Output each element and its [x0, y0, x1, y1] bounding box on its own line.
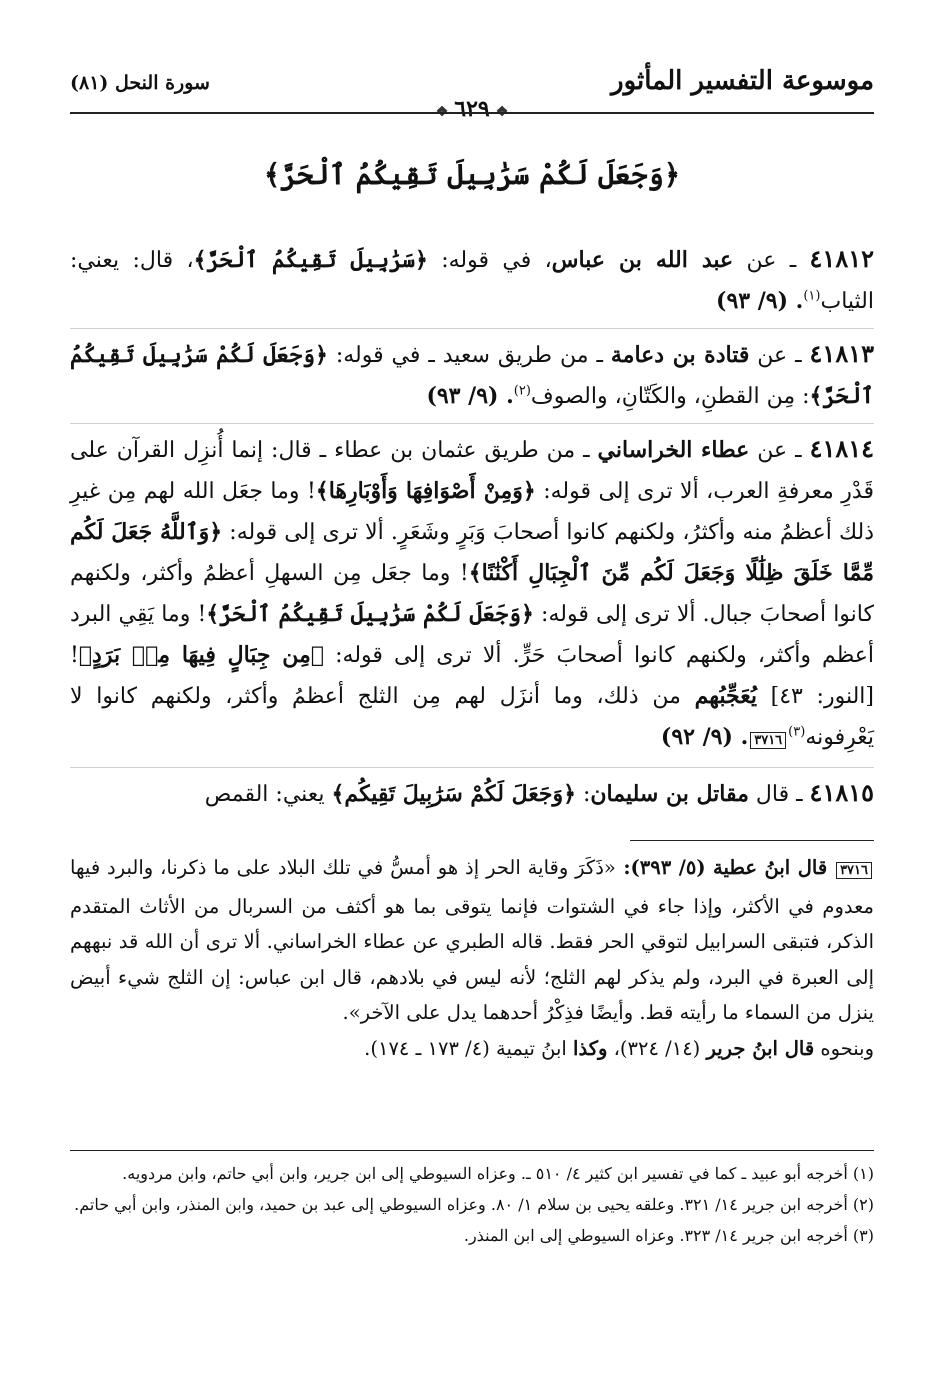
footnote-marker: (٣) [788, 724, 806, 740]
narration-number: ٤١٨١٤ [809, 434, 875, 463]
commentary-lead: قال ابنُ عطية [713, 856, 828, 879]
book-title: موسوعة التفسير المأثور [611, 66, 874, 96]
ornament-icon: ❖ [435, 104, 449, 120]
quran-quote: ﴿وَمِنْ أَصْوَافِهَا وَأَوْبَارِهَا﴾ [315, 478, 536, 504]
footnote-1: (١) أخرجه أبو عبيد ـ كما في تفسير ابن كثير ٤/ ٥١٠ ـ. وعزاه السيوطي إلى ابن جرير، وابن أبي حاتم، وابن مردويه. [122, 1164, 874, 1183]
narration-41813: ٤١٨١٣ ـ عن قتادة بن دعامة ـ من طريق سعيد ـ في قوله: ﴿وَجَعَلَ لَكُمْ سَرَٰبِيلَ تَقِيكُمُ ٱلْحَرَّ﴾: مِن القطنِ، والكَتّانِ، والصوف$^{(٢)}$. (٩/ ٩٣) [70, 328, 874, 417]
commentary-block [70, 850, 874, 1066]
quran-quote: ﴿وَٱللَّهُ جَعَلَ لَكُم مِّمَّا خَلَقَ ظِلَٰلًا وَجَعَلَ لَكُم مِّنَ ٱلْجِبَالِ أَكْنَٰنًا﴾ [70, 519, 875, 586]
volume-reference: . (٩/ ٩٢) [660, 724, 749, 750]
page-number-block [70, 96, 874, 122]
footnote-2: (٢) أخرجه ابن جرير ١٤/ ٣٢١. وعلقه يحيى بن سلام ١/ ٨٠. وعزاه السيوطي إلى عبد بن حميد، وابن المنذر، وابن أبي حاتم. [74, 1195, 874, 1214]
narration-41815: ٤١٨١٥ ـ قال مقاتل بن سليمان: ﴿وَجَعَلَ لَكُمْ سَرَٰبِيلَ تَقِيكُم﴾ يعني: القمص [70, 767, 874, 815]
commentary-box-number: ٣٧١٦ [750, 732, 786, 749]
header-divider [70, 112, 874, 114]
narrator-name: عطاء الخراساني [597, 437, 750, 463]
footnote-3: (٣) أخرجه ابن جرير ١٤/ ٣٢٣. وعزاه السيوطي إلى ابن المنذر. [463, 1226, 874, 1245]
commentary-divider [630, 840, 874, 841]
narration-41812: ٤١٨١٢ ـ عن عبد الله بن عباس، في قوله: ﴿سَرَٰبِيلَ تَقِيكُمُ ٱلْحَرَّ﴾، قال: يعني: الثياب$^{(١)}$. (٩/ ٩٣) [70, 244, 874, 314]
verse-heading: ﴿وَجَعَلَ لَكُمْ سَرَٰبِيلَ تَقِيكُمُ ٱلْحَرَّ﴾ [263, 158, 681, 191]
footnotes [70, 1158, 874, 1251]
running-header [70, 66, 874, 122]
footnote-marker: (٢) [513, 383, 531, 399]
narrator-name: عبد الله بن عباس [551, 247, 734, 273]
volume-reference: . (٩/ ٩٣) [426, 383, 514, 409]
narration-41814: ٤١٨١٤ ـ عن عطاء الخراساني ـ من طريق عثمان بن عطاء ـ قال: إنما أُنزِل القرآن على قَدْرِ معرفةِ العرب، ألا ترى إلى قوله: ﴿وَمِنْ أَصْوَافِهَا وَأَوْبَارِهَا﴾! وما جعَل الله لهم مِن غيرِ ذلك أعظمُ منه وأكثرُ، ولكنهم كانوا أصحابَ وَبَرٍ وشَعَرٍ. ألا ترى إلى قوله: ﴿وَٱللَّهُ جَعَلَ لَكُم مِّمَّا خَلَقَ ظِلَٰلًا وَجَعَلَ لَكُم مِّنَ ٱلْجِبَالِ أَكْنَٰنًا﴾! وما جعَل مِن السهلِ أعظمُ وأكثر، ولكنهم كانوا أصحابَ جبال. ألا ترى إلى قوله: ﴿وَجَعَلَ لَكُمْ سَرَٰبِيلَ تَقِيكُمُ ٱلْحَرَّ﴾! وما يَقِي البرد أعظم وأكثر، ولكنهم كانوا أصحابَ حَرٍّ. ألا ترى إلى قوله: ﴿مِن جِبَالٍ فِيهَا مِنۢ بَرَدٍ﴾! [النور: ٤٣] يُعَجِّبُهم من ذلك، وما أنزَل لهم مِن الثلج أعظمُ وأكثر، ولكنهم كانوا لا يَعْرِفونه$^{(٣)}$٣٧١٦. (٩/ ٩٢) [70, 423, 874, 761]
narrator-name: مقاتل بن سليمان [590, 781, 749, 807]
page-number: ٦٢٩ [454, 96, 490, 122]
commentary-paragraph: ٣٧١٦ قال ابنُ عطية (٥/ ٣٩٣): «ذَكَرَ وقاية الحر إذ هو أمسُّ في تلك البلاد على ما ذكرنا، والبرد فيها معدوم في الأكثر، وإذا جاء في الشتوات فإنما يتوقى بما هو أكثف من السربال من الأثاث المتقدم الذكر، فتبقى السرابيل لتوقي الحر فقط. قاله الطبري عن عطاء الخراساني. ألا ترى أن الله قد نبههم إلى العبرة في البرد، ولم يذكر لهم الثلج؛ لأنه ليس في بلادهم، قال ابن عباس: إن الثلج شيء أبيض ينزل من السماء ما رأيته قط. وأيضًا فذِكْرُ أحدهما يدل على الآخر». [70, 856, 874, 1024]
quran-quote: ﴿وَجَعَلَ لَكُمْ سَرَٰبِيلَ تَقِيكُمُ ٱلْحَرَّ﴾ [70, 342, 874, 409]
quran-quote: ﴿وَجَعَلَ لَكُمْ سَرَٰبِيلَ تَقِيكُم﴾ [331, 781, 576, 807]
footnote-divider [70, 1150, 874, 1151]
narration-number: ٤١٨١٣ [809, 339, 874, 368]
commentary-text: «ذَكَرَ وقاية الحر إذ هو أمسُّ في تلك البلاد على ما ذكرنا، والبرد فيها معدوم في الأكثر، وإذا جاء في الشتوات فإنما يتوقى بما هو أكثف من السربال من الأثاث المتقدم الذكر، فتبقى السرابيل لتوقي الحر فقط. قاله الطبري عن عطاء الخراساني. ألا ترى أن الله قد نبههم إلى العبرة في البرد، ولم يذكر لهم الثلج؛ لأنه ليس في بلادهم، قال ابن عباس: إن الثلج شيء أبيض ينزل من السماء ما رأيته قط. وأيضًا فذِكْرُ أحدهما يدل على الآخر». [70, 856, 874, 1024]
footnote-marker: (١) [803, 288, 821, 304]
quran-quote: ﴿سَرَٰبِيلَ تَقِيكُمُ ٱلْحَرَّ﴾ [193, 247, 428, 273]
narrations [70, 238, 874, 821]
narrator-name: قتادة بن دعامة [610, 342, 750, 368]
narration-number: ٤١٨١٢ [809, 244, 874, 273]
ornament-icon: ❖ [495, 104, 509, 120]
commentary-paragraph: وبنحوه قال ابنُ جرير (١٤/ ٣٢٤)، وكذا ابنُ تيمية (٤/ ١٧٣ ـ ١٧٤). [364, 1036, 874, 1060]
quran-quote: ﴿مِن جِبَالٍ فِيهَا مِنۢ بَرَدٍ﴾ [78, 642, 325, 668]
volume-reference: . (٩/ ٩٣) [716, 288, 804, 314]
quran-quote: ﴿وَجَعَلَ لَكُمْ سَرَٰبِيلَ تَقِيكُمُ ٱلْحَرَّ﴾ [206, 601, 534, 627]
surah-title: سورة النحل (٨١) [70, 72, 210, 94]
commentary-box-number: ٣٧١٦ [836, 862, 872, 879]
narration-number: ٤١٨١٥ [809, 778, 874, 807]
